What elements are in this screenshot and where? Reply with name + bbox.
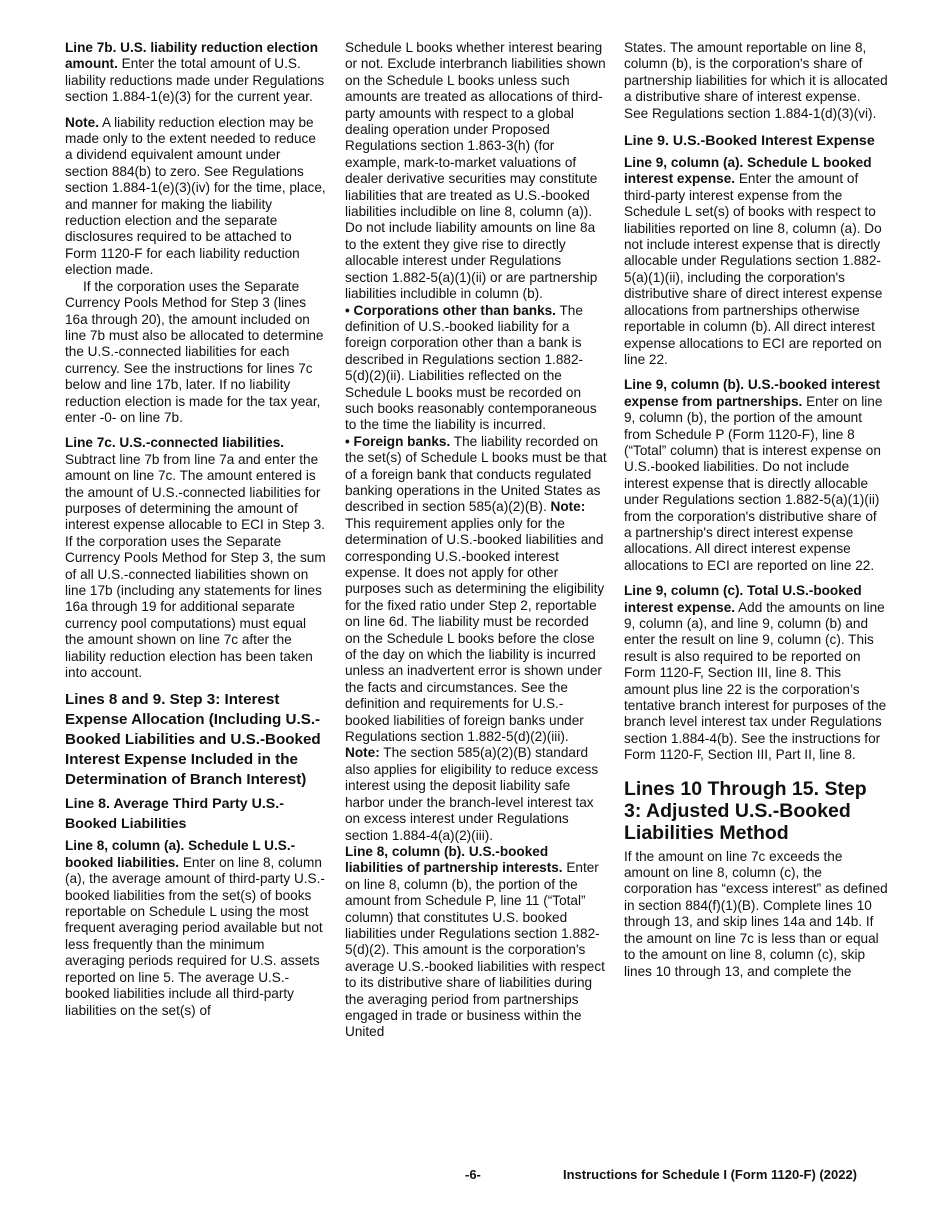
line-8a-heading: Line 8, column (a). Schedule L U.S.-booked liabilities. — [65, 838, 296, 870]
bullet-icon: • — [345, 433, 350, 449]
foreign-banks-note-2-heading: Note: — [345, 745, 380, 761]
line-9-subtitle: Line 9. U.S.-Booked Interest Expense — [624, 133, 875, 150]
line-9b-paragraph — [624, 377, 888, 574]
line-7b-paragraph — [65, 40, 327, 106]
line-8a-paragraph — [65, 838, 327, 1018]
line-8b-paragraph — [345, 844, 607, 1041]
schedule-l-continuation-paragraph: Schedule L books whether interest bearing or not. Exclude interbranch liabilities shown on the Schedule L books unless such amounts are treated as allocations of third-party amounts with respect to a global dealing operation under Proposed Regulations section 1.863-3(h) (for example, mark-to-market valuations of dealer derivative securities may constitute liabilities that are treated as U.S.-booked liabilities includible on line 8, column (a)). Do not include liability amounts on line 8a to the extent they give rise to directly allocable interest under Regulations section 1.882-5(a)(1)(ii) or are partnership liabilities includible in column (b). — [345, 40, 606, 302]
line-7c-paragraph — [65, 435, 327, 681]
note-paragraph — [65, 115, 327, 279]
corporations-heading: Corporations other than banks. — [353, 302, 556, 318]
line-9b-heading: Line 9, column (b). U.S.-booked interest expense from partnerships. — [624, 377, 881, 409]
lines-8-9-section-title: Lines 8 and 9. Step 3: Interest Expense Allocation (Including U.S.-Booked Liabilities and U.S.-Booked Interest Expense Included in the Determination of Branch Interest) — [65, 691, 321, 789]
line-8b-text: Enter on line 8, column (b), the portion of the amount from Schedule P, line 11 (“Total” column) that constitutes U.S. booked liabilities under Regulations section 1.882-5(d)(2). This amount is the corporation's average U.S.-booked liabilities with respect to its distributive share of liabilities during the averaging period from partnerships engaged in trade or business within the United — [345, 860, 605, 1040]
column-left — [65, 40, 327, 1019]
note-text: A liability reduction election may be made only to the extent needed to reduce a dividend equivalent amount under section 884(b) to zero. See Regulations section 1.884-1(e)(3)(iv) for the time, place, and manner for making the liability reduction election and the separate disclosures required to be attached to Form 1120-F for each liability reduction election made. — [65, 114, 326, 278]
foreign-banks-note-1-heading: Note: — [550, 499, 586, 515]
line-7c-heading: Line 7c. U.S.-connected liabilities. — [65, 435, 285, 451]
corporations-other-than-banks-paragraph — [345, 303, 607, 434]
line-7c-text: Subtract line 7b from line 7a and enter the amount on line 7c. The amount entered is the amount of U.S.-connected liabilities for purposes of determining the amount of interest expense allocable to ECI in Step 3. If the corporation uses the Separate Currency Pools Method for Step 3, the sum of all U.S.-connected liabilities shown on line 17b (including any statements for lines 16a through 19 for additional separate currency pool computations) must equal the amount shown on line 7c after the liability reduction election has been taken into account. — [65, 451, 326, 681]
lines-10-15-section-title: Lines 10 Through 15. Step 3: Adjusted U.S.-Booked Liabilities Method — [624, 777, 867, 844]
column-middle — [345, 40, 607, 1041]
line-9a-paragraph — [624, 155, 888, 368]
line-9a-heading: Line 9, column (a). Schedule L booked interest expense. — [624, 155, 872, 187]
footer-document-title: Instructions for Schedule I (Form 1120-F) (2022) — [563, 1167, 858, 1182]
line-7b-heading: Line 7b. U.S. liability reduction election amount. — [65, 40, 319, 72]
foreign-banks-text-3: The section 585(a)(2)(B) standard also applies for eligibility to reduce excess interest using the deposit liability safe harbor under the branch-level interest tax on excess interest under Regulations section 1.884-4(a)(2)(iii). — [345, 745, 599, 843]
lines-10-15-paragraph: If the amount on line 7c exceeds the amount on line 8, column (c), the corporation has “excess interest” as defined in section 884(f)(1)(B). Complete lines 10 through 13, and skip lines 14a and 14b. If the amount on line 7c is less than or equal to the amount on line 8, column (c), skip lines 10 through 13, and complete the — [624, 848, 888, 979]
separate-currency-pools-paragraph: If the corporation uses the Separate Currency Pools Method for Step 3 (lines 16a through 20), the amount included on line 7b must also be allocated to determine the U.S.-connected liabilities for each currency. See the instructions for lines 7c below and line 17b, later. If no liability reduction election is made for the tax year, enter -0- on line 7b. — [65, 278, 324, 425]
line-8-subtitle: Line 8. Average Third Party U.S.-Booked Liabilities — [65, 796, 284, 833]
line-9b-text: Enter on line 9, column (b), the portion of the amount from Schedule P (Form 1120-F), line 8 (“Total” column) that is interest expense on U.S.-booked liabilities. Do not include interest expense that is directly allocable under Regulations section 1.882-5(a)(1)(ii) from the corporation's distributive share of a partnership's direct interest expense allocations. All direct interest expense allocations to ECI are reported on line 22. — [624, 393, 883, 573]
line-9c-paragraph — [624, 583, 888, 763]
column-right — [624, 40, 888, 980]
foreign-banks-text-2: This requirement applies only for the determination of U.S.-booked liabilities and corresponding U.S.-booked interest expense. It does not apply for other purposes such as determining the eligibility for the fixed ratio under Step 2, reportable on line 6d. The liability must be recorded on the Schedule L books before the close of the day on which the liability is incurred unless an inadvertent error is shown under the facts and circumstances. See the definition and requirements for U.S.-booked liabilities of foreign banks under Regulations section 1.882-5(d)(2)(iii). — [345, 515, 605, 745]
line-9c-text: Add the amounts on line 9, column (a), and line 9, column (b) and enter the result on line 9, column (c). This result is also required to be reported on Form 1120-F, Section III, line 8. This amount plus line 22 is the corporation’s tentative branch interest for purposes of the branch level interest tax under Regulations section 1.884-4(b). See the instructions for Form 1120-F, Section III, Part II, line 8. — [624, 599, 887, 763]
corporations-text: The definition of U.S.-booked liability for a foreign corporation other than a bank is described in Regulations section 1.882-5(d)(2)(ii). Liabilities reflected on the Schedule L books must be recorded on such books reasonably contemporaneous to the time the liability is incurred. — [345, 302, 597, 433]
line-7b-text: Enter the total amount of U.S. liability reductions made under Regulations section 1.884-1(e)(3) for the current year. — [65, 56, 325, 105]
line-9c-heading: Line 9, column (c). Total U.S.-booked interest expense. — [624, 583, 862, 615]
note-heading: Note. — [65, 114, 99, 130]
foreign-banks-text-1: The liability recorded on the set(s) of Schedule L books must be that of a foreign bank that conducts regulated banking operations in the United States as described in section 585(a)(2)(B). — [345, 433, 607, 515]
line-8b-continuation-paragraph: States. The amount reportable on line 8, column (b), is the corporation's share of partnership liabilities for which it is allocated a distributive share of interest expense. See Regulations section 1.884-1(d)(3)(vi). — [624, 40, 888, 121]
line-9a-text: Enter the amount of third-party interest expense from the Schedule L set(s) of books with respect to liabilities reported on line 8, column (a). Do not include interest expense that is directly allocable under Regulations section 1.882-5(a)(1)(ii), including the corporation's distributive share of direct interest expense allocations from partnerships otherwise reportable in column (b). All direct interest expense allocations to ECI are reported on line 22. — [624, 171, 883, 367]
line-8b-heading: Line 8, column (b). U.S.-booked liabilities of partnership interests. — [345, 843, 563, 876]
bullet-icon: • — [345, 302, 350, 318]
foreign-banks-paragraph — [345, 434, 607, 844]
line-8a-text: Enter on line 8, column (a), the average amount of third-party U.S.-booked liabilities from the set(s) of books reportable on Schedule L using the most frequent averaging period available but not less frequently than the minimum averaging periods required for U.S. assets reported on line 5. The average U.S.-booked liabilities include all third-party liabilities on the set(s) of — [65, 854, 325, 1018]
foreign-banks-heading: Foreign banks. — [353, 433, 451, 449]
page-number: -6- — [465, 1167, 481, 1182]
